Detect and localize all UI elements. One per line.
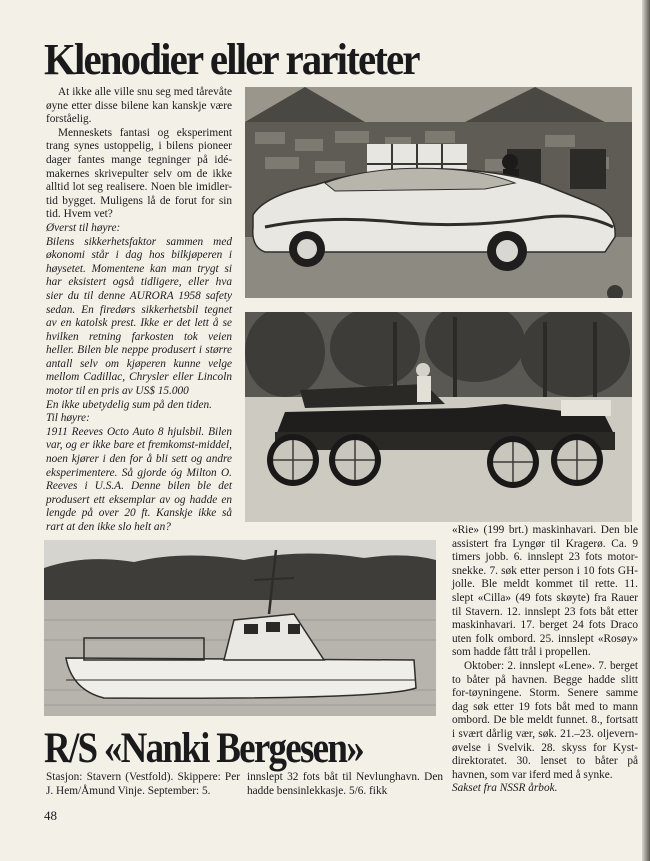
photo-reeves-octo-auto [245, 312, 632, 522]
rescue-report-station: Stasjon: Stavern (Vestfold). Skippere: Per J. Hem/Åmund Vinje. September: 5. [46, 771, 240, 797]
photo-aurora-car [245, 87, 632, 298]
rescue-report-september: «Rie» (199 brt.) maskinhavari. Den ble assistert fra Lyngør til Kragerø. Ca. 9 timers jobb. 6. innslept 23 fots motor-snekke. 7. søk etter person i 10 fots GH-jolle. Ble meldt kommet til rette. 11. slept «Cilla» (49 fots skøyte) fra Rauer til Stavern. 12. innslept 23 fots båt etter maskinhavari. 17. berget 24 fots Draco uten folk ombord. 25. innslept «Rosøy» som hadde fått trål i propellen. [452, 524, 638, 659]
rescue-report-continued: innslept 32 fots båt til Nevlunghavn. Den hadde bensinlekkasje. 5/6. fikk [247, 771, 443, 797]
page-number: 48 [44, 808, 57, 823]
rescue-report-col-2 [247, 771, 443, 798]
rescue-report-source: Sakset fra NSSR årbok. [452, 782, 558, 795]
caption-1-end: En ikke ubetydelig sum på den tiden. [46, 398, 212, 411]
intro-paragraph-1: At ikke alle ville snu seg med tårevåte øyne etter disse bilene kan kanskje være forståelig. [46, 86, 232, 126]
rescue-report-col-1 [46, 771, 240, 798]
intro-paragraph-2: Menneskets fantasi og eksperiment trang synes ustoppelig, i bilens pioneer dager fantes mange tegninger på idé-makernes skrivepulter selv om de ikke alltid lot seg realisere. Noen ble imidler-tid bygget. Muligens lå de forut for sin tid. Hvem vet? [46, 126, 232, 221]
article-title: Klenodier eller rariteter [44, 35, 419, 84]
caption-2-text: 1911 Reeves Octo Auto 8 hjulsbil. Bilen var, og er ikke bare et fremkomst-middel, noen kjører i den for å bli sett og andre eksperimentere. Så gjorde óg Milton O. Reeves i U.S.A. Denne bilen ble det produsert ett eksemplar av og hadde en lengde på over 20 ft. Kanskje ikke så rart at den ikke slo helt an? [46, 425, 232, 533]
boat-title: R/S «Nanki Bergesen» [44, 725, 363, 772]
caption-1-text: Bilens sikkerhetsfaktor sammen med økonomi står i dag hos bilkjøperen i høysetet. Momentene kan man trygt si har eksistert også tidligere, eller hva sier du til denne AURORA 1958 safety sedan. En firedørs sikkerhetsbil tegnet av en katolsk prest. Ikke er det lett å se hvilken retning farkosten tok veien heller. Bilen ble neppe produsert i større antall selv om kjøperen kunne velge mellom Cadillac, Chrysler eller Lincoln motor til en pris av US$ 15.000 [46, 235, 232, 398]
rescue-report-october: Oktober: 2. innslept «Lene». 7. berget to båter på havnen. Begge hadde slitt for-tøyningene. Storm. Senere samme dag søk etter 19 fots båt med to mann ombord. De ble meldt funnet. 8., fortsatt i svært dårlig vær, søk. 21.–23. oljevern-øvelse i Svelvik. 28. skyss for Kyst-direktoratet. 30. lenset to båter på havnen, som var iferd med å synke. [452, 659, 638, 781]
caption-2-heading: Til høyre: [46, 412, 90, 425]
left-text-column [46, 86, 232, 535]
rescue-report-right-column [452, 524, 638, 796]
photo-rescue-boat [44, 540, 436, 716]
page-edge-shadow [642, 0, 650, 861]
caption-1-heading: Øverst til høyre: [46, 221, 121, 234]
